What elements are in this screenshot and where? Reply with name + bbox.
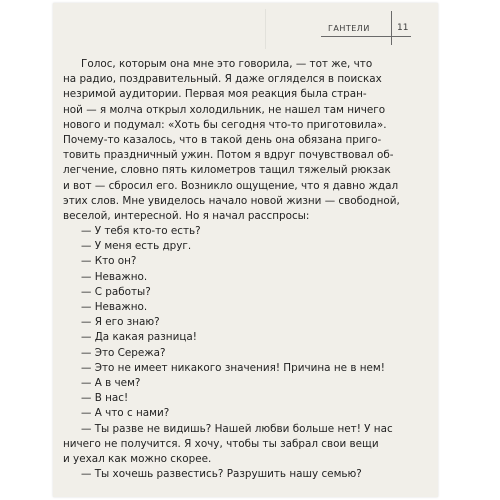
text-line: ничего не получится. Я хочу, чтобы ты забрал свои вещи bbox=[63, 437, 379, 450]
page-number: 11 bbox=[397, 23, 409, 33]
text-line: — А что с нами? bbox=[81, 407, 170, 420]
text-line: ной — я молча открыл холодильник, не нашел там ничего bbox=[63, 103, 386, 116]
text-line: и вот — сбросил его. Возникло ощущение, что я давно ждал bbox=[63, 179, 399, 192]
text-line: — Неважно. bbox=[81, 301, 148, 313]
text-line: — Неважно. bbox=[81, 270, 148, 283]
text-line: незримой аудитории. Первая моя реакция была стран- bbox=[63, 88, 367, 101]
text-line: — В нас! bbox=[81, 392, 129, 405]
text-line: — Ты разве не видишь? Нашей любви больше нет! У нас bbox=[81, 422, 393, 435]
header-vertical-rule bbox=[391, 11, 392, 45]
text-line: — У меня есть друг. bbox=[81, 240, 192, 253]
text-line: — С работы? bbox=[81, 285, 151, 298]
text-line: — Я его знаю? bbox=[81, 316, 160, 329]
text-line: — А в чем? bbox=[81, 376, 141, 389]
text-line: — Ты хочешь развестись? Разрушить нашу семью? bbox=[81, 468, 362, 481]
text-line: Почему-то казалось, что в такой день она обязана приго- bbox=[63, 133, 382, 146]
running-title: ГАНТЕЛИ bbox=[328, 24, 370, 33]
header-horizontal-rule bbox=[321, 36, 411, 37]
text-line: на радио, поздравительный. Я даже огляделся в поисках bbox=[63, 73, 382, 86]
text-line: товить праздничный ужин. Потом я вдруг почувствовал об- bbox=[63, 149, 394, 162]
text-line: и уехал как можно скорее. bbox=[63, 452, 212, 465]
text-line: — Это не имеет никакого значения! Причина не в нем! bbox=[81, 361, 385, 374]
text-line: веселой, интересной. Но я начал расспросы: bbox=[63, 209, 310, 222]
faint-margin-line bbox=[265, 9, 266, 49]
text-line: нового и подумал: «Хоть бы сегодня что-то приготовила». bbox=[63, 118, 387, 131]
text-line: этих слов. Мне увиделось начало новой жизни — свободной, bbox=[63, 194, 400, 207]
text-line: — Кто он? bbox=[81, 255, 137, 268]
text-line: — У тебя кто-то есть? bbox=[81, 225, 201, 238]
text-line: легчение, словно пять километров тащил тяжелый рюкзак bbox=[63, 164, 391, 177]
text-line: — Да какая разница! bbox=[81, 331, 197, 344]
text-line: Голос, которым она мне это говорила, — тот же, что bbox=[81, 58, 373, 70]
text-line: — Это Сережа? bbox=[81, 346, 166, 359]
body-text bbox=[63, 57, 400, 482]
